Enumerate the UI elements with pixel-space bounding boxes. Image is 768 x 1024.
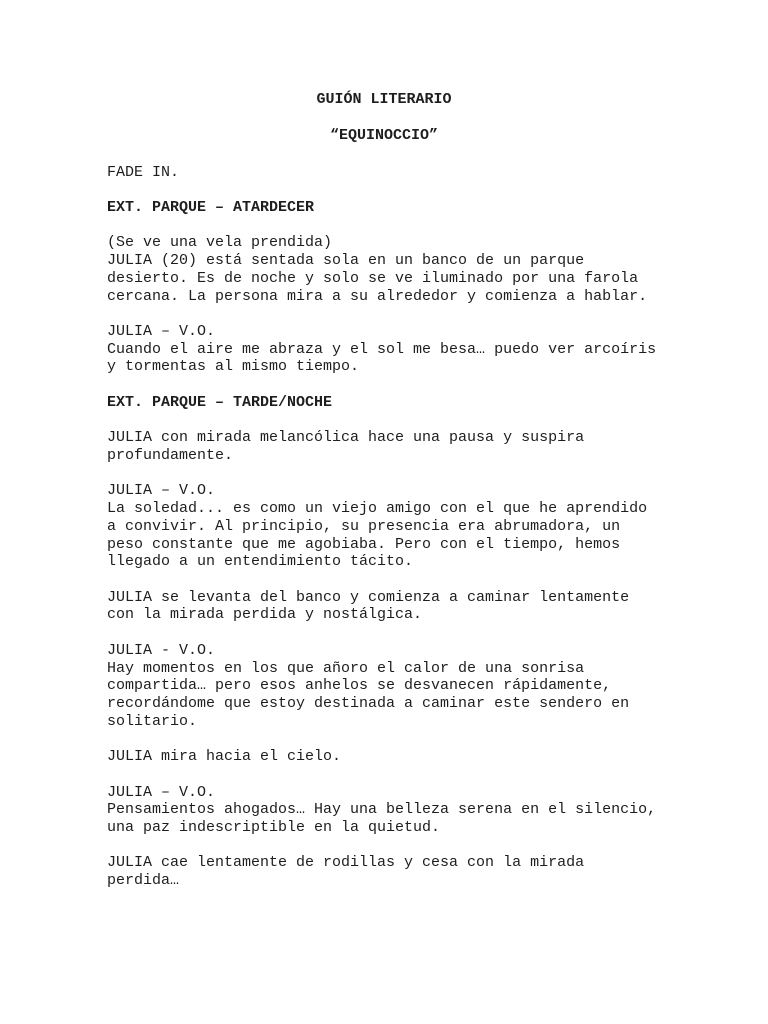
action-paragraph-4: JULIA mira hacia el cielo. — [107, 748, 342, 766]
scene-heading-2: EXT. PARQUE – TARDE/NOCHE — [107, 393, 333, 411]
action-paragraph-5: JULIA cae lentamente de rodillas y cesa con la mirada perdida… — [107, 854, 585, 890]
action-paragraph-3: JULIA se levanta del banco y comienza a caminar lentamente con la mirada perdida y nostálgica. — [107, 588, 630, 624]
dialogue-block-1: JULIA – V.O. Cuando el aire me abraza y el sol me besa… puedo ver arcoíris y tormentas al mismo tiempo. — [107, 322, 657, 376]
action-paragraph-1: (Se ve una vela prendida) JULIA (20) está sentada sola en un banco de un parque desierto. Es de noche y solo se ve iluminado por una farola cercana. La persona mira a su alrededor y comienza a hablar. — [107, 234, 648, 305]
dialogue-block-3: JULIA - V.O. Hay momentos en los que añoro el calor de una sonrisa compartida… pero esos anhelos se desvanecen rápidamente, recordándome que estoy destinada a caminar este sendero en solitario. — [107, 641, 630, 730]
script-title: “EQUINOCCIO” — [329, 126, 439, 144]
action-paragraph-2: JULIA con mirada melancólica hace una pausa y suspira profundamente. — [107, 429, 585, 464]
transition-fade-in: FADE IN. — [107, 163, 180, 181]
dialogue-block-4: JULIA – V.O. Pensamientos ahogados… Hay una belleza serena en el silencio, una paz indescriptible en la quietud. — [107, 783, 657, 837]
script-page — [107, 91, 707, 890]
document-title: GUIÓN LITERARIO — [316, 91, 452, 108]
dialogue-block-2: JULIA – V.O. La soledad... es como un viejo amigo con el que he aprendido a convivir. Al principio, su presencia era abrumadora, un peso constante que me agobiaba. Pero con el tiempo, hemos llegado a un entendimiento tácito. — [107, 482, 648, 571]
scene-heading-1: EXT. PARQUE – ATARDECER — [107, 198, 315, 216]
